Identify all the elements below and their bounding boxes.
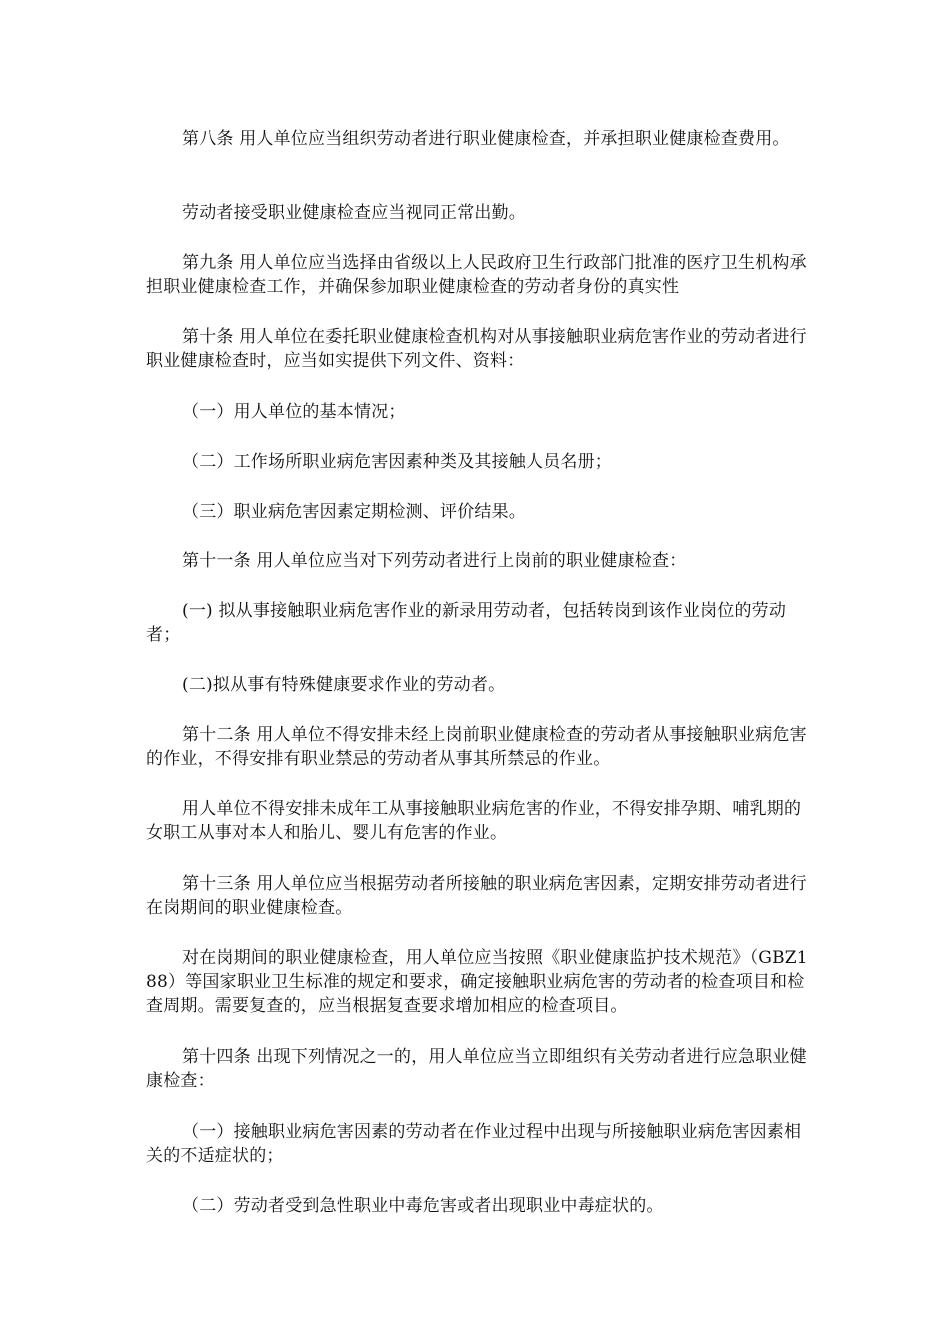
list-item-article-10-2: （二）工作场所职业病危害因素种类及其接触人员名册；: [182, 452, 612, 472]
paragraph-article-10: 第十条 用人单位在委托职业健康检查机构对从事接触职业病危害作业的劳动者进行职业健康检查时，应当如实提供下列文件、资料：: [146, 327, 807, 371]
paragraph-attendance: 劳动者接受职业健康检查应当视同正常出勤。: [182, 203, 526, 223]
paragraph-on-duty-check: 对在岗期间的职业健康检查，用人单位应当按照《职业健康监护技术规范》（GBZ188）等国家职业卫生标准的规定和要求，确定接触职业病危害的劳动者的检查项目和检查周期。需要复查的，应当根据复查要求增加相应的检查项目。: [146, 948, 808, 1016]
list-item-article-10-1: （一）用人单位的基本情况；: [182, 402, 406, 422]
list-item-article-11-1: (一) 拟从事接触职业病危害作业的新录用劳动者，包括转岗到该作业岗位的劳动者；: [146, 601, 787, 645]
paragraph-article-8: 第八条 用人单位应当组织劳动者进行职业健康检查，并承担职业健康检查费用。: [182, 129, 790, 149]
paragraph-article-12: 第十二条 用人单位不得安排未经上岗前职业健康检查的劳动者从事接触职业病危害的作业，不得安排有职业禁忌的劳动者从事其所禁忌的作业。: [146, 725, 807, 769]
list-item-article-14-1: （一）接触职业病危害因素的劳动者在作业过程中出现与所接触职业病危害因素相关的不适症状的；: [146, 1122, 802, 1166]
list-item-article-10-3: （三）职业病危害因素定期检测、评价结果。: [182, 502, 526, 522]
paragraph-article-14: 第十四条 出现下列情况之一的，用人单位应当立即组织有关劳动者进行应急职业健康检查：: [146, 1047, 807, 1091]
paragraph-article-11: 第十一条 用人单位应当对下列劳动者进行上岗前的职业健康检查：: [182, 551, 687, 571]
list-item-article-14-2: （二）劳动者受到急性职业中毒危害或者出现职业中毒症状的。: [182, 1196, 664, 1216]
paragraph-article-9: 第九条 用人单位应当选择由省级以上人民政府卫生行政部门批准的医疗卫生机构承担职业健康检查工作，并确保参加职业健康检查的劳动者身份的真实性: [146, 253, 807, 297]
list-item-article-11-2: (二)拟从事有特殊健康要求作业的劳动者。: [182, 675, 506, 695]
paragraph-minors-women: 用人单位不得安排未成年工从事接触职业病危害的作业，不得安排孕期、哺乳期的女职工从事对本人和胎儿、婴儿有危害的作业。: [146, 799, 802, 843]
paragraph-article-13: 第十三条 用人单位应当根据劳动者所接触的职业病危害因素，定期安排劳动者进行在岗期间的职业健康检查。: [146, 874, 807, 918]
